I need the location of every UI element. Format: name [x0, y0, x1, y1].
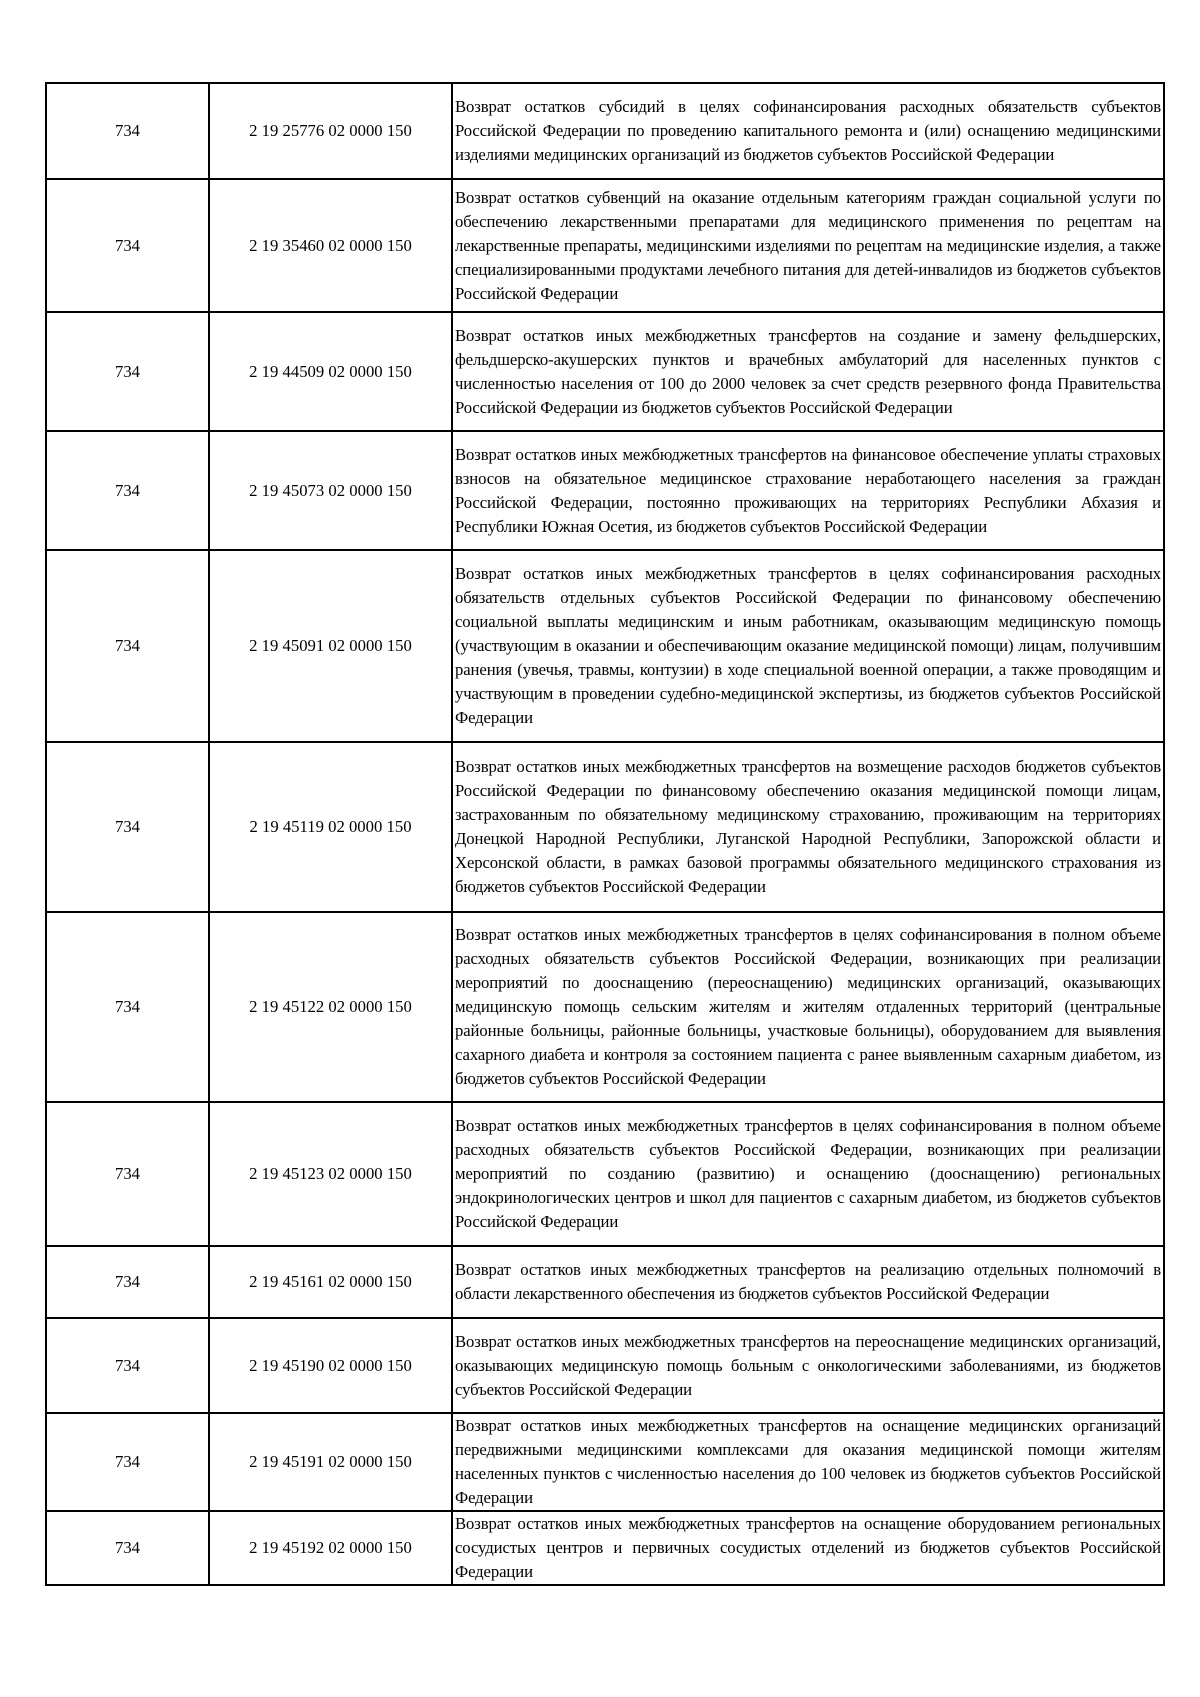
description-cell: Возврат остатков субвенций на оказание отдельным категориям граждан социальной услуги по обеспечению лекарственными препаратами для медицинского применения по рецептам на лекарственные препараты, медицинскими изделиями по рецептам на медицинские изделия, а также специализированными продуктами лечебного питания для детей-инвалидов из бюджетов субъектов Российской Федерации: [452, 179, 1164, 312]
admin-code-cell: 734: [46, 912, 209, 1102]
budget-code-cell: 2 19 45190 02 0000 150: [209, 1318, 452, 1413]
table-row: [46, 431, 1164, 550]
description-cell: Возврат остатков иных межбюджетных трансфертов на финансовое обеспечение уплаты страховых взносов на обязательное медицинское страхование неработающего населения за граждан Российской Федерации, постоянно проживающих на территориях Республики Абхазия и Республики Южная Осетия, из бюджетов субъектов Российской Федерации: [452, 431, 1164, 550]
table-row: [46, 1102, 1164, 1246]
table-row: [46, 1318, 1164, 1413]
table-row: [46, 1413, 1164, 1511]
table-row: [46, 1511, 1164, 1585]
table-row: [46, 179, 1164, 312]
budget-code-cell: 2 19 45073 02 0000 150: [209, 431, 452, 550]
budget-code-cell: 2 19 45191 02 0000 150: [209, 1413, 452, 1511]
budget-code-cell: 2 19 45161 02 0000 150: [209, 1246, 452, 1318]
description-cell: Возврат остатков иных межбюджетных трансфертов на оснащение оборудованием региональных сосудистых центров и первичных сосудистых отделений из бюджетов субъектов Российской Федерации: [452, 1511, 1164, 1585]
description-cell: Возврат остатков иных межбюджетных трансфертов на создание и замену фельдшерских, фельдшерско-акушерских пунктов и врачебных амбулаторий для населенных пунктов с численностью населения от 100 до 2000 человек за счет средств резервного фонда Правительства Российской Федерации из бюджетов субъектов Российской Федерации: [452, 312, 1164, 431]
budget-code-cell: 2 19 45119 02 0000 150: [209, 742, 452, 912]
description-cell: Возврат остатков иных межбюджетных трансфертов на переоснащение медицинских организаций, оказывающих медицинскую помощь больным с онкологическими заболеваниями, из бюджетов субъектов Российской Федерации: [452, 1318, 1164, 1413]
budget-code-cell: 2 19 45091 02 0000 150: [209, 550, 452, 742]
description-cell: Возврат остатков иных межбюджетных трансфертов в целях софинансирования расходных обязательств отдельных субъектов Российской Федерации по финансовому обеспечению социальной выплаты медицинским и иным работникам, оказывающим медицинскую помощь (участвующим в оказании и обеспечивающим оказание медицинской помощи) лицам, получившим ранения (увечья, травмы, контузии) в ходе специальной военной операции, а также проводящим и участвующим в проведении судебно-медицинской экспертизы, из бюджетов субъектов Российской Федерации: [452, 550, 1164, 742]
budget-code-cell: 2 19 45123 02 0000 150: [209, 1102, 452, 1246]
description-cell: Возврат остатков иных межбюджетных трансфертов на возмещение расходов бюджетов субъектов Российской Федерации по финансовому обеспечению оказания медицинской помощи лицам, застрахованным по обязательному медицинскому страхованию, проживающим на территориях Донецкой Народной Республики, Луганской Народной Республики, Запорожской области и Херсонской области, в рамках базовой программы обязательного медицинского страхования из бюджетов субъектов Российской Федерации: [452, 742, 1164, 912]
budget-code-cell: 2 19 44509 02 0000 150: [209, 312, 452, 431]
budget-code-cell: 2 19 35460 02 0000 150: [209, 179, 452, 312]
admin-code-cell: 734: [46, 312, 209, 431]
admin-code-cell: 734: [46, 1318, 209, 1413]
description-cell: Возврат остатков иных межбюджетных трансфертов на реализацию отдельных полномочий в области лекарственного обеспечения из бюджетов субъектов Российской Федерации: [452, 1246, 1164, 1318]
budget-code-cell: 2 19 25776 02 0000 150: [209, 83, 452, 179]
admin-code-cell: 734: [46, 742, 209, 912]
table-row: [46, 312, 1164, 431]
admin-code-cell: 734: [46, 1246, 209, 1318]
budget-classification-table: [45, 82, 1165, 1586]
admin-code-cell: 734: [46, 83, 209, 179]
description-cell: Возврат остатков иных межбюджетных трансфертов на оснащение медицинских организаций передвижными медицинскими комплексами для оказания медицинской помощи жителям населенных пунктов с численностью населения до 100 человек из бюджетов субъектов Российской Федерации: [452, 1413, 1164, 1511]
admin-code-cell: 734: [46, 431, 209, 550]
description-cell: Возврат остатков субсидий в целях софинансирования расходных обязательств субъектов Российской Федерации по проведению капитального ремонта и (или) оснащению медицинскими изделиями медицинских организаций из бюджетов субъектов Российской Федерации: [452, 83, 1164, 179]
description-cell: Возврат остатков иных межбюджетных трансфертов в целях софинансирования в полном объеме расходных обязательств субъектов Российской Федерации, возникающих при реализации мероприятий по дооснащению (переоснащению) медицинских организаций, оказывающих медицинскую помощь сельским жителям и жителям отдаленных территорий (центральные районные больницы, районные больницы, участковые больницы), оборудованием для выявления сахарного диабета и контроля за состоянием пациента с ранее выявленным сахарным диабетом, из бюджетов субъектов Российской Федерации: [452, 912, 1164, 1102]
table-row: [46, 83, 1164, 179]
table-row: [46, 912, 1164, 1102]
admin-code-cell: 734: [46, 1102, 209, 1246]
admin-code-cell: 734: [46, 550, 209, 742]
description-cell: Возврат остатков иных межбюджетных трансфертов в целях софинансирования в полном объеме расходных обязательств субъектов Российской Федерации, возникающих при реализации мероприятий по созданию (развитию) и оснащению (дооснащению) региональных эндокринологических центров и школ для пациентов с сахарным диабетом, из бюджетов субъектов Российской Федерации: [452, 1102, 1164, 1246]
admin-code-cell: 734: [46, 1413, 209, 1511]
admin-code-cell: 734: [46, 179, 209, 312]
table-row: [46, 742, 1164, 912]
table-row: [46, 1246, 1164, 1318]
budget-code-cell: 2 19 45192 02 0000 150: [209, 1511, 452, 1585]
admin-code-cell: 734: [46, 1511, 209, 1585]
table-row: [46, 550, 1164, 742]
budget-code-cell: 2 19 45122 02 0000 150: [209, 912, 452, 1102]
